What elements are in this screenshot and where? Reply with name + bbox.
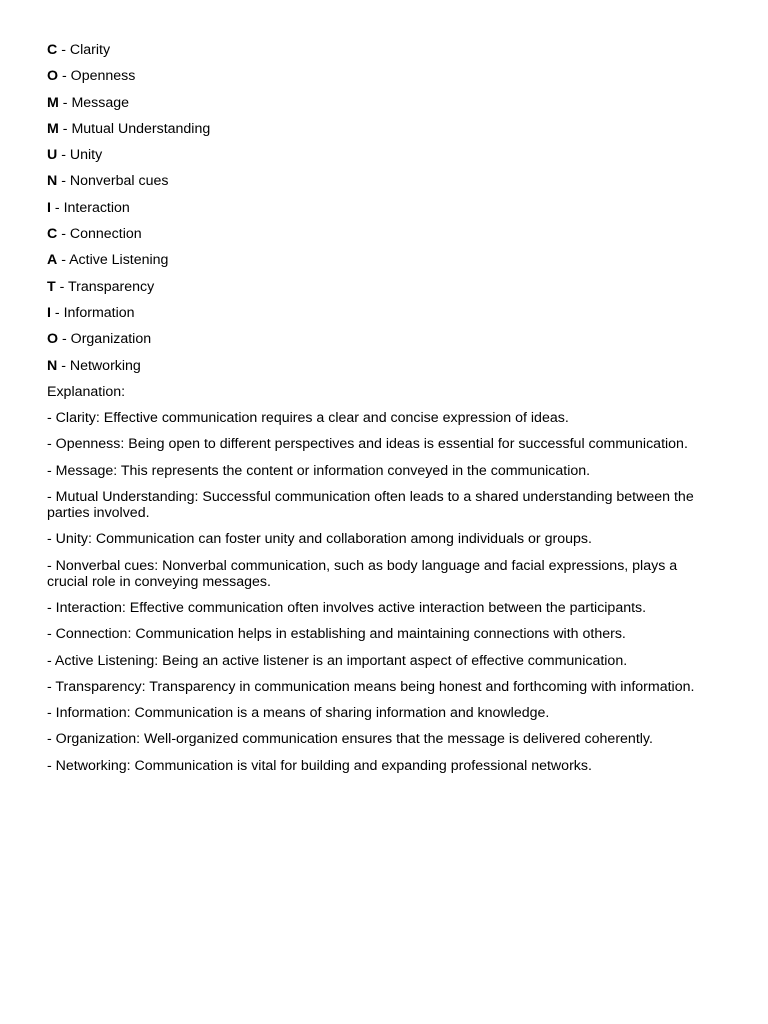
acronym-letter: N — [47, 173, 58, 190]
acronym-word: Interaction — [63, 199, 130, 216]
acronym-separator: - — [55, 278, 69, 295]
explanation-item: - Active Listening: Being an active listener is an important aspect of effective communication. — [47, 652, 628, 669]
acronym-letter: U — [47, 147, 58, 164]
document-page — [47, 42, 717, 784]
acronym-letter: I — [47, 304, 51, 321]
acronym-letter: M — [47, 94, 59, 111]
acronym-separator: - — [57, 226, 70, 243]
acronym-line — [47, 358, 717, 374]
acronym-word: Active Listening — [69, 252, 169, 269]
explanation-item: - Unity: Communication can foster unity and collaboration among individuals or groups. — [47, 531, 592, 548]
acronym-line — [47, 279, 717, 295]
acronym-word: Connection — [69, 226, 142, 243]
acronym-list — [47, 42, 717, 374]
acronym-word: Information — [63, 304, 135, 321]
explanation-item: - Nonverbal cues: Nonverbal communication, such as body language and facial expressions, plays a crucial role in conveying messages. — [47, 557, 678, 590]
explanation-item: - Interaction: Effective communication often involves active interaction between the participants. — [47, 599, 647, 616]
acronym-separator: - — [57, 173, 70, 190]
acronym-line — [47, 173, 717, 189]
explanation-list — [47, 410, 717, 774]
acronym-word: Organization — [70, 331, 152, 348]
explanation-item: - Organization: Well-organized communication ensures that the message is delivered coherently. — [47, 731, 653, 748]
acronym-letter: O — [47, 68, 59, 85]
acronym-letter: M — [47, 120, 59, 137]
acronym-separator: - — [57, 147, 70, 164]
acronym-letter: T — [47, 278, 56, 295]
acronym-line — [47, 147, 717, 163]
acronym-word: Openness — [70, 68, 136, 85]
acronym-separator: - — [57, 252, 70, 269]
acronym-word: Clarity — [69, 42, 111, 58]
acronym-separator: - — [58, 94, 72, 111]
explanation-item: - Transparency: Transparency in communication means being honest and forthcoming with information. — [47, 678, 695, 695]
acronym-word: Message — [71, 94, 130, 111]
explanation-item: - Message: This represents the content or information conveyed in the communication. — [47, 462, 591, 479]
acronym-letter: A — [47, 252, 58, 269]
acronym-separator: - — [58, 331, 71, 348]
acronym-line — [47, 200, 717, 216]
acronym-separator: - — [57, 42, 70, 58]
acronym-letter: C — [47, 42, 58, 58]
acronym-line — [47, 331, 717, 347]
acronym-line — [47, 305, 717, 321]
acronym-word: Transparency — [68, 278, 155, 295]
acronym-letter: I — [47, 199, 51, 216]
acronym-separator: - — [57, 357, 70, 374]
acronym-word: Mutual Understanding — [71, 120, 211, 137]
acronym-letter: C — [47, 226, 58, 243]
explanation-item: - Connection: Communication helps in establishing and maintaining connections with others. — [47, 626, 626, 643]
acronym-word: Nonverbal cues — [69, 173, 169, 190]
explanation-item: - Networking: Communication is vital for building and expanding professional networks. — [47, 757, 592, 774]
acronym-letter: O — [47, 331, 59, 348]
acronym-line — [47, 68, 717, 84]
acronym-line — [47, 95, 717, 111]
acronym-word: Networking — [69, 357, 141, 374]
acronym-separator: - — [50, 304, 64, 321]
explanation-heading: Explanation: — [47, 383, 126, 400]
acronym-separator: - — [58, 68, 71, 85]
acronym-line — [47, 42, 717, 58]
explanation-item: - Clarity: Effective communication requires a clear and concise expression of ideas. — [47, 410, 569, 427]
acronym-separator: - — [58, 120, 72, 137]
explanation-item: - Information: Communication is a means of sharing information and knowledge. — [47, 705, 550, 722]
acronym-line — [47, 252, 717, 268]
acronym-letter: N — [47, 357, 58, 374]
explanation-item: - Openness: Being open to different perspectives and ideas is essential for successful communication. — [47, 436, 688, 453]
acronym-separator: - — [50, 199, 64, 216]
acronym-line — [47, 121, 717, 137]
acronym-word: Unity — [69, 147, 103, 164]
acronym-line — [47, 226, 717, 242]
explanation-item: - Mutual Understanding: Successful communication often leads to a shared understanding between the parties involved. — [47, 489, 694, 522]
